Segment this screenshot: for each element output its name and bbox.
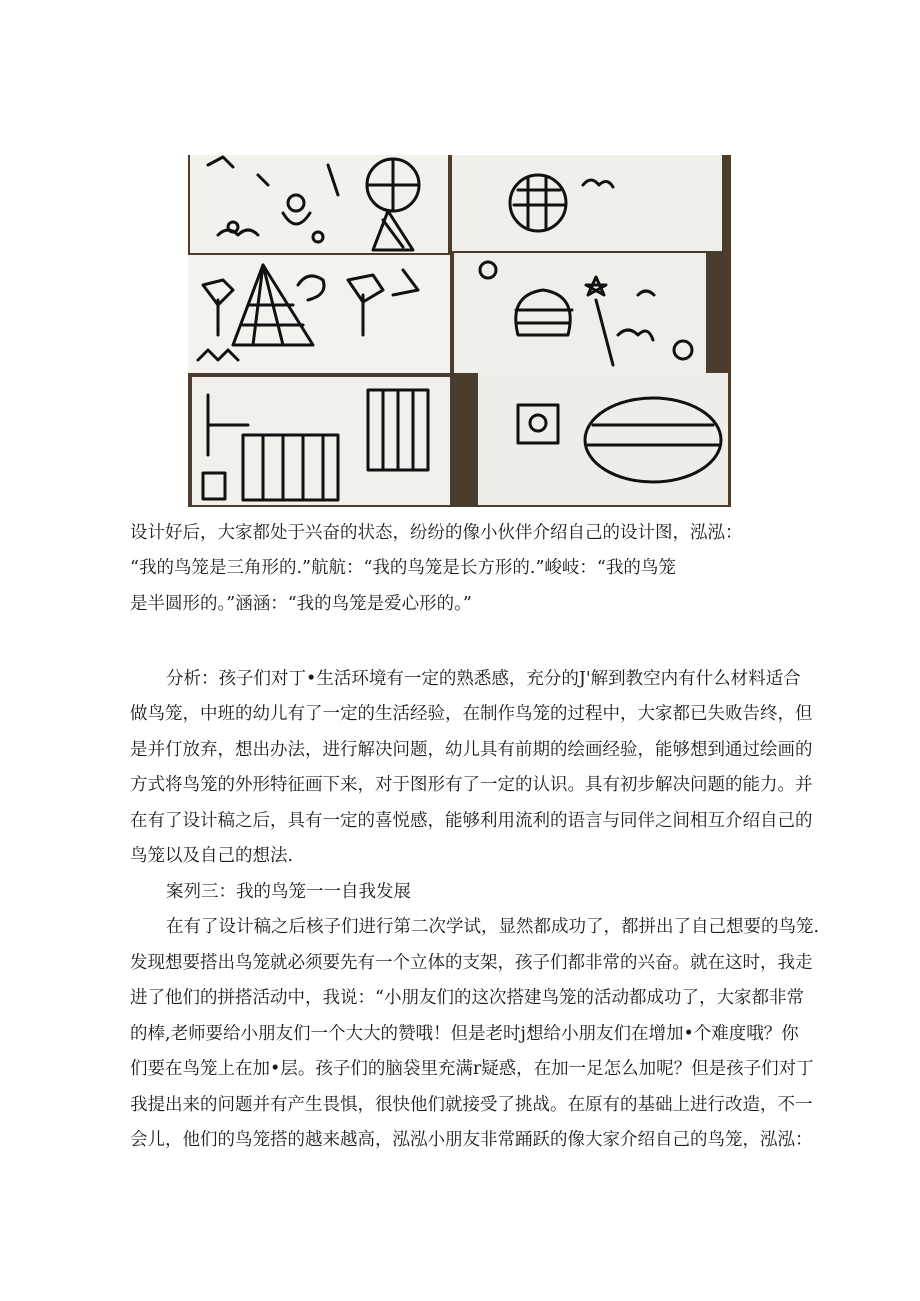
drawings-photo — [188, 155, 731, 507]
caption-line: 是半圆形的。”涵涵：“我的鸟笼是爱心形的。” — [130, 594, 472, 614]
case-line: 我提出来的问题并有产生畏惧，很快他们就接受了挑战。在原有的基础上进行改造，不一 — [130, 1095, 813, 1115]
case-line: 们要在鸟笼上在加•层。孩子们的脑袋里充满r疑惑，在加一足怎么加呢？但是孩子们对丁 — [130, 1059, 814, 1079]
analysis-line: 是并仃放弃，想出办法，进行解决问题，幼儿具有前期的绘画经验，能够想到通过绘画的 — [130, 740, 813, 760]
caption-line: “我的鸟笼是三角形的.”航航：“我的鸟笼是长方形的.”峻岐：“我的鸟笼 — [130, 558, 676, 578]
case-line: 进了他们的拼搭活动中，我说：“小朋友们的这次搭建鸟笼的活动都成功了，大家都非常 — [130, 988, 804, 1008]
case-line: 在有了设计稿之后核子们进行第二次学试，显然都成功了，都拼出了自己想要的鸟笼. — [166, 917, 820, 937]
analysis-line: 分析：孩子们对丁•生活环境有一定的熟悉感，充分的J'解到教空内有什么材料适合 — [166, 669, 801, 689]
analysis-line: 做鸟笼，中班的幼儿有了一定的生活经验，在制作鸟笼的过程中，大家都已失败告终，但 — [130, 704, 813, 724]
case-line: 发现想要搭出鸟笼就必须要先有一个立体的支架，孩子们都非常的兴奋。就在这时，我走 — [130, 953, 813, 973]
case-line: 的棒,老师要给小朋友们一个大大的赞哦！但是老时j想给小朋友们在增加•个难度哦？你 — [130, 1024, 799, 1044]
case-heading: 案列三：我的鸟笼一一自我发展 — [166, 882, 411, 902]
caption-line: 设计好后，大家都处于兴奋的状态，纷纷的像小伙伴介绍自己的设计图，泓泓： — [130, 523, 743, 543]
drawings-illustration — [188, 155, 731, 507]
case-line: 会儿，他们的鸟笼搭的越来越高，泓泓小朋友非常踊跃的像大家介绍自己的鸟笼，泓泓： — [130, 1130, 813, 1150]
analysis-line: 在有了设计稿之后，具有一定的喜悦感，能够利用流利的语言与同伴之间相互介绍自己的 — [130, 811, 813, 831]
analysis-line: 方式将鸟笼的外形特征画下来，对于图形有了一定的认识。具有初步解决问题的能力。并 — [130, 775, 813, 795]
analysis-line: 鸟笼以及自己的想法. — [130, 846, 294, 866]
